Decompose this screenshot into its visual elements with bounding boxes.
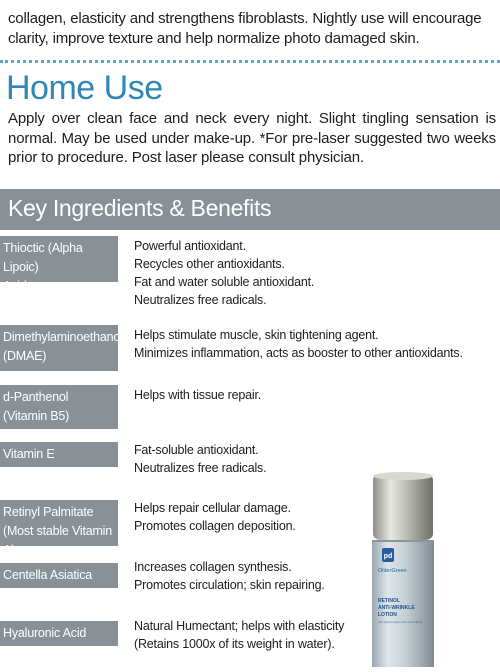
- product-brand: OlderGreen: [378, 568, 407, 574]
- ingredient-benefits-vitamin-e: [134, 441, 494, 477]
- ingredient-name-line: (Vitamin B5): [3, 409, 70, 423]
- product-logo-text: pd: [383, 553, 393, 560]
- home-use-heading: Home Use: [6, 69, 163, 107]
- ingredient-name-line: Acid: [3, 279, 27, 293]
- product-label-line-1: RETINOL: [378, 598, 400, 604]
- benefit-line: Neutralizes free radicals.: [134, 293, 267, 307]
- intro-line-2: collagen, elasticity and strengthens fibroblasts. Nightly use will encourage: [8, 10, 482, 27]
- ingredient-label-vitamin-e: [0, 442, 118, 467]
- ingredient-label-dmae: [0, 325, 123, 371]
- benefit-line: Helps with tissue repair.: [134, 388, 262, 402]
- intro-line-3: clarity, improve texture and help normalize photo damaged skin.: [8, 30, 420, 47]
- ingredient-name-line: Hyaluronic Acid: [3, 626, 87, 640]
- product-bottle-illustration: [368, 472, 440, 667]
- key-ingredients-heading: Key Ingredients & Benefits: [8, 195, 272, 221]
- ingredient-name-line: Retinyl Palmitate: [3, 505, 94, 519]
- ingredient-name-line: Dimethylaminoethanol: [3, 330, 123, 344]
- benefit-line: Increases collagen synthesis.: [134, 560, 292, 574]
- benefit-line: Neutralizes free radicals.: [134, 461, 267, 475]
- dotted-divider: [0, 60, 500, 63]
- benefit-line: Fat-soluble antioxidant.: [134, 443, 259, 457]
- product-label-line-3: LOTION: [378, 612, 397, 618]
- benefit-line: Helps stimulate muscle, skin tightening agent.: [134, 328, 379, 342]
- product-bottle-image: [368, 472, 440, 667]
- ingredient-label-centella-asiatica: [0, 563, 118, 588]
- ingredient-benefits-retinyl-palmitate: [134, 499, 494, 535]
- ingredient-label-retinyl-palmitate: [0, 500, 118, 557]
- benefit-line: Helps repair cellular damage.: [134, 501, 291, 515]
- benefit-line: Promotes circulation; skin repairing.: [134, 578, 325, 592]
- benefit-line: Natural Humectant; helps with elasticity: [134, 619, 345, 633]
- ingredient-benefits-thioctic: [134, 237, 494, 309]
- ingredient-name-line: (Most stable Vitamin A): [3, 524, 113, 557]
- benefit-line: Fat and water soluble antioxidant.: [134, 275, 315, 289]
- ingredient-name-line: d-Panthenol: [3, 390, 69, 404]
- ingredient-name-line: Vitamin E: [3, 447, 55, 461]
- benefit-line: Powerful antioxidant.: [134, 239, 246, 253]
- product-label-small: with Alpha Lipoic Acid and DMAE: [378, 620, 423, 624]
- benefit-line: (Retains 1000x of its weight in water).: [134, 637, 335, 651]
- ingredient-name-line: (DMAE): [3, 349, 47, 363]
- product-label-line-2: ANTI-WRINKLE: [378, 605, 415, 611]
- home-use-body: Apply over clean face and neck every night. Slight tingling sensation is normal. May be used under make-up. *For pre-laser suggested two weeks prior to procedure. Post laser please consult physician.: [8, 110, 496, 166]
- ingredient-name-line: Centella Asiatica: [3, 568, 93, 582]
- ingredient-benefits-panthenol: [134, 386, 494, 404]
- ingredient-name-line: Thioctic (Alpha Lipoic): [3, 241, 83, 274]
- ingredient-label-thioctic: [0, 236, 118, 293]
- ingredient-benefits-centella-asiatica: [134, 558, 494, 594]
- benefit-line: Promotes collagen deposition.: [134, 519, 296, 533]
- benefit-line: Minimizes inflammation, acts as booster to other antioxidants.: [134, 346, 463, 360]
- ingredient-benefits-dmae: [134, 326, 494, 362]
- benefit-line: Recycles other antioxidants.: [134, 257, 285, 271]
- ingredient-benefits-hyaluronic-acid: [134, 617, 494, 653]
- ingredient-label-hyaluronic-acid: [0, 621, 118, 646]
- ingredient-label-panthenol: [0, 385, 118, 429]
